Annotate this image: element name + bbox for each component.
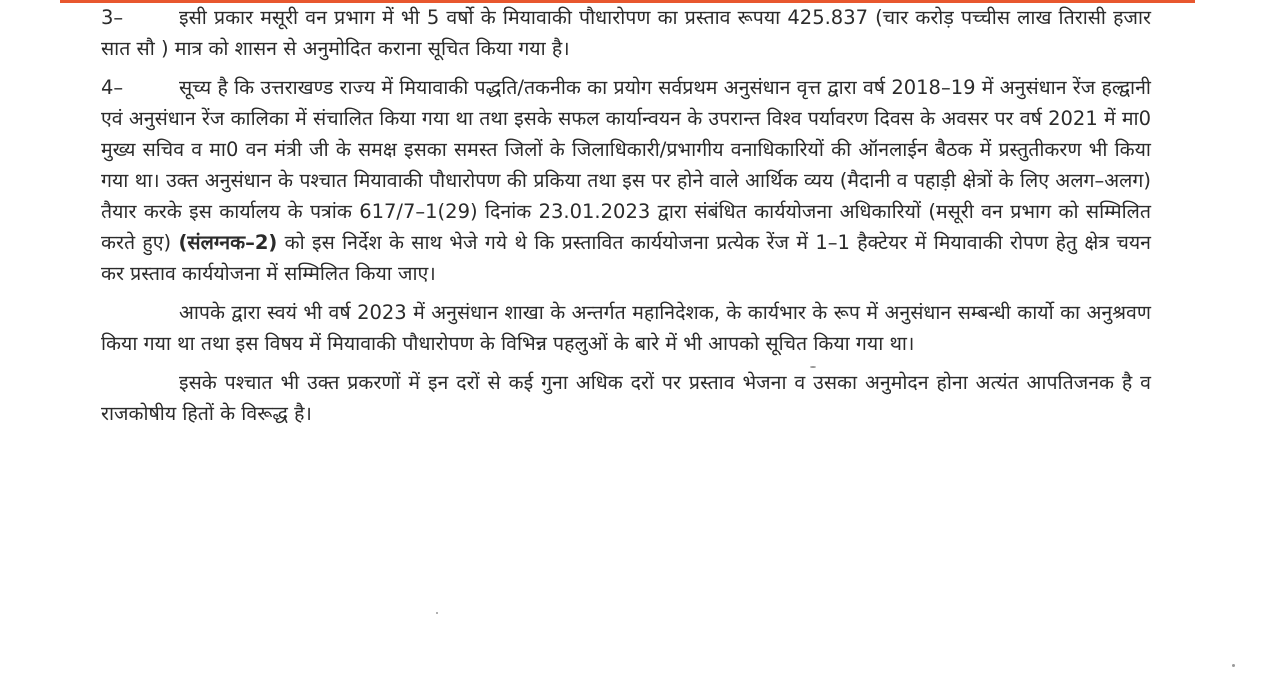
paragraph-text-continued: को इस निर्देश के साथ भेजे गये थे कि प्रस्तावित कार्ययोजना प्रत्येक रेंज में 1–1 हैक्टेयर में मियावाकी रोपण हेतु क्षेत्र चयन कर प्रस्ताव कार्ययोजना में सम्मिलित किया जाए। [101,231,1151,285]
paragraph-number: 4– [101,76,124,99]
scan-speck [810,366,816,368]
scan-speck [436,612,438,614]
paragraph-text: सूच्य है कि उत्तराखण्ड राज्य में मियावाकी पद्धति/तकनीक का प्रयोग सर्वप्रथम अनुसंधान वृत्त द्वारा वर्ष 2018–19 में अनुसंधान रेंज हल्द्वानी एवं अनुसंधान रेंज कालिका में संचालित किया गया था तथा इसके सफल कार्यान्वयन के उपरान्त विश्व पर्यावरण दिवस के अवसर पर वर्ष 2021 में मा0 मुख्य सचिव व मा0 वन मंत्री जी के समक्ष इसका समस्त जिलों के जिलाधिकारी/प्रभागीय वनाधिकारियों की ऑनलाईन बैठक में प्रस्तुतीकरण भी किया गया था। उक्त अनुसंधान के पश्चात मियावाकी पौधारोपण की प्रकिया तथा इस पर होने वाले आर्थिक व्यय (मैदानी व पहाड़ी क्षेत्रों के लिए अलग–अलग) तैयार करके इस कार्यालय के पत्रांक 617/7–1(29) दिनांक 23.01.2023 द्वारा संबंधित कार्ययोजना अधिकारियों (मसूरी वन प्रभाग को सम्मिलित करते हुए) [101,76,1151,254]
paragraph-text: आपके द्वारा स्वयं भी वर्ष 2023 में अनुसंधान शाखा के अन्तर्गत महानिदेशक, के कार्यभार के रूप में अनुसंधान सम्बन्धी कार्यो का अनुश्रवण किया गया था तथा इस विषय में मियावाकी पौधारोपण के विभिन्न पहलुओं के बारे में भी आपको सूचित किया गया था। [101,301,1151,355]
paragraph-3 [101,2,1151,64]
scan-speck [1232,664,1235,667]
paragraph-5 [101,297,1151,359]
paragraph-4 [101,72,1151,289]
document-body [101,2,1151,429]
paragraph-text: इसके पश्चात भी उक्त प्रकरणों में इन दरों से कई गुना अधिक दरों पर प्रस्ताव भेजना व उसका अनुमोदन होना अत्यंत आपतिजनक है व राजकोषीय हितों के विरूद्ध है। [101,371,1151,425]
paragraph-text: इसी प्रकार मसूरी वन प्रभाग में भी 5 वर्षो के मियावाकी पौधारोपण का प्रस्ताव रूपया 425.837 (चार करोड़ पच्चीस लाख तिरासी हजार सात सौ ) मात्र को शासन से अनुमोदित कराना सूचित किया गया है। [101,6,1151,60]
paragraph-6 [101,367,1151,429]
paragraph-number: 3– [101,6,124,29]
attachment-reference: (संलग्नक–2) [178,231,278,254]
